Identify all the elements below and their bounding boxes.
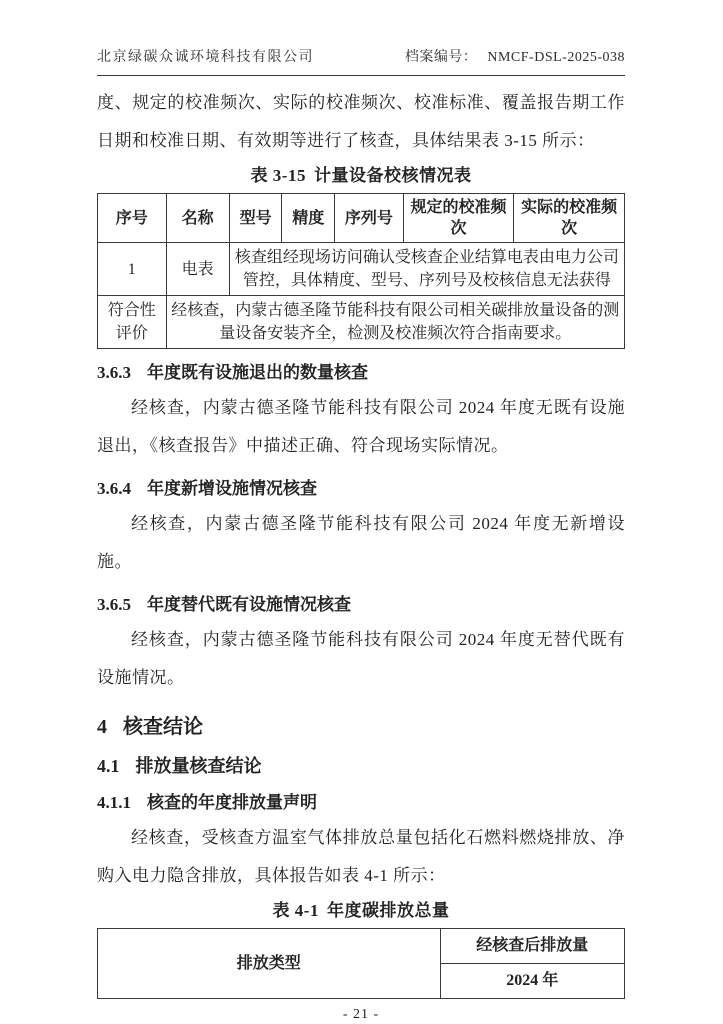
section-3-6-4-paragraph: 经核查，内蒙古德圣隆节能科技有限公司 2024 年度无新增设施。	[97, 514, 625, 571]
table-4-1-title-number: 表 4-1	[272, 901, 319, 920]
section-number: 3.6.4	[97, 479, 131, 498]
chapter-title: 核查结论	[123, 716, 203, 738]
table-row	[98, 243, 625, 296]
section-heading-4-1-1	[97, 791, 625, 815]
table-row	[98, 929, 625, 964]
section-number: 4.1.1	[97, 793, 131, 812]
section-title: 年度新增设施情况核查	[147, 479, 317, 498]
section-4-1-1-paragraph: 经核查，受核查方温室气体排放总量包括化石燃料燃烧排放、净购入电力隐含排放，具体报告如表 4-1 所示：	[97, 828, 625, 885]
table-3-15-title-number: 表 3-15	[250, 166, 306, 185]
section-3-6-5-paragraph: 经核查，内蒙古德圣隆节能科技有限公司 2024 年度无替代既有设施情况。	[97, 630, 625, 687]
section-title: 年度既有设施退出的数量核查	[147, 363, 368, 382]
section-heading-3-6-4	[97, 477, 625, 501]
file-number-label: 档案编号：	[404, 50, 478, 65]
page-number: - 21 -	[342, 1007, 380, 1022]
section-title: 排放量核查结论	[135, 756, 262, 776]
cell-compliance-note: 经核查，内蒙古德圣隆节能科技有限公司相关碳排放量设备的测量设备安装齐全，检测及校准频次符合指南要求。	[166, 296, 625, 349]
cell-emission-type: 排放类型	[98, 929, 441, 999]
table-4-1	[97, 928, 625, 999]
intro-paragraph: 度、规定的校准频次、实际的校准频次、校准标准、覆盖报告期工作日期和校准日期、有效期等进行了核查，具体结果表 3-15 所示：	[97, 93, 625, 150]
section-number: 4.1	[97, 756, 120, 776]
table-3-15-title	[97, 164, 625, 188]
section-heading-3-6-3	[97, 361, 625, 385]
section-number: 3.6.3	[97, 363, 131, 382]
chapter-heading-4	[97, 713, 625, 741]
table-row	[98, 296, 625, 349]
table-4-1-title	[97, 899, 625, 923]
chapter-number: 4	[97, 716, 107, 738]
section-number: 3.6.5	[97, 595, 131, 614]
table-3-15	[97, 193, 625, 349]
cell-compliance-label: 符合性评价	[98, 296, 167, 349]
col-header-precision: 精度	[282, 194, 335, 243]
file-number-block	[405, 46, 625, 66]
table-3-15-title-text: 计量设备校核情况表	[313, 166, 472, 185]
file-number: NMCF-DSL-2025-038	[487, 50, 625, 65]
cell-row1-no: 1	[98, 243, 167, 296]
cell-verified-emissions-header: 经核查后排放量	[440, 929, 624, 964]
section-title: 年度替代既有设施情况核查	[147, 595, 351, 614]
col-header-name: 名称	[166, 194, 229, 243]
section-title: 核查的年度排放量声明	[147, 793, 317, 812]
col-header-required-frequency: 规定的校准频次	[403, 194, 514, 243]
col-header-actual-frequency: 实际的校准频次	[514, 194, 625, 243]
cell-row1-name: 电表	[166, 243, 229, 296]
section-heading-4-1	[97, 753, 625, 779]
col-header-serial-no: 序号	[98, 194, 167, 243]
table-4-1-title-text: 年度碳排放总量	[326, 901, 450, 920]
page-header	[97, 46, 625, 76]
section-3-6-3-paragraph: 经核查，内蒙古德圣隆节能科技有限公司 2024 年度无既有设施退出，《核查报告》中描述正确、符合现场实际情况。	[97, 398, 625, 455]
section-heading-3-6-5	[97, 593, 625, 617]
cell-row1-note: 核查组经现场访问确认受核查企业结算电表由电力公司管控，具体精度、型号、序列号及校核信息无法获得	[229, 243, 624, 296]
table-3-15-header-row	[98, 194, 625, 243]
col-header-serial-number: 序列号	[335, 194, 404, 243]
col-header-model: 型号	[229, 194, 282, 243]
company-name: 北京绿碳众诚环境科技有限公司	[97, 50, 314, 65]
cell-year-2024: 2024 年	[440, 964, 624, 999]
